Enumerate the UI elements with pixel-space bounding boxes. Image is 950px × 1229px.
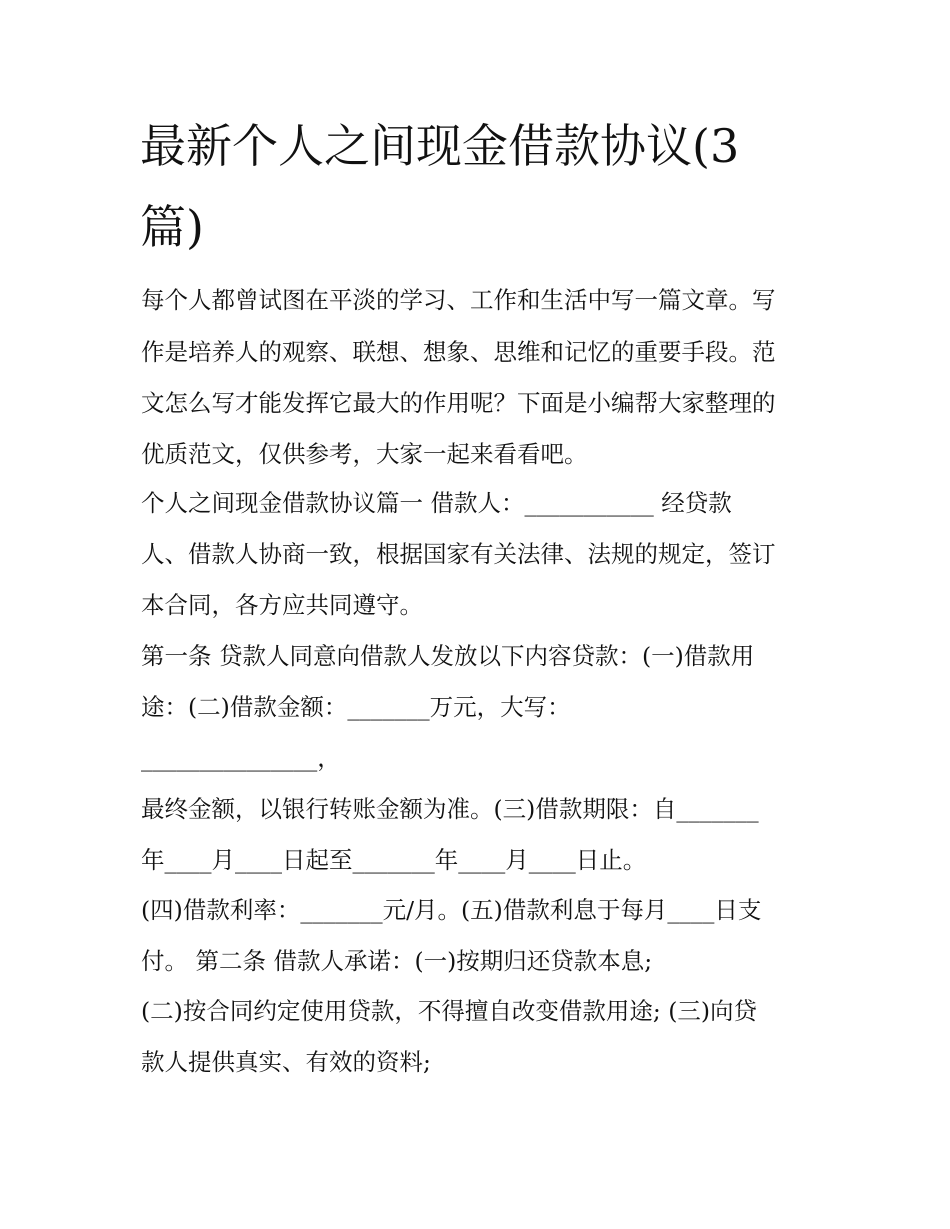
body-line-1: 个人之间现金借款协议篇一 借款人：___________ 经贷款 (141, 489, 732, 517)
body-line-5: 途：(二)借款金额：_______万元，大写： (141, 693, 571, 721)
intro-line-4: 优质范文，仅供参考，大家一起来看看吧。 (141, 440, 588, 468)
body-line-9: (四)借款利率：_______元/月。(五)借款利息于每月____日支 (141, 896, 762, 924)
document-title-line-2: 篇) (140, 200, 204, 254)
body-line-2: 人、借款人协商一致，根据国家有关法律、法规的规定，签订 (141, 540, 776, 568)
body-line-11: (二)按合同约定使用贷款，不得擅自改变借款用途; (三)向贷 (141, 997, 758, 1025)
body-line-4: 第一条 贷款人同意向借款人发放以下内容贷款：(一)借款用 (141, 642, 755, 670)
document-title-line-1: 最新个人之间现金借款协议(3 (140, 119, 740, 173)
intro-line-3: 文怎么写才能发挥它最大的作用呢？下面是小编帮大家整理的 (141, 389, 776, 417)
body-line-8: 年____月____日起至_______年____月____日止。 (141, 846, 647, 874)
body-line-7: 最终金额，以银行转账金额为准。(三)借款期限：自_______ (141, 795, 759, 823)
body-line-3: 本合同，各方应共同遵守。 (141, 591, 423, 619)
intro-line-1: 每个人都曾试图在平淡的学习、工作和生活中写一篇文章。写 (141, 286, 776, 314)
body-line-10: 付。 第二条 借款人承诺：(一)按期归还贷款本息; (141, 947, 653, 975)
intro-line-2: 作是培养人的观察、联想、想象、思维和记忆的重要手段。范 (141, 338, 776, 366)
body-line-6: _______________， (141, 744, 341, 772)
body-line-12: 款人提供真实、有效的资料; (141, 1048, 431, 1076)
